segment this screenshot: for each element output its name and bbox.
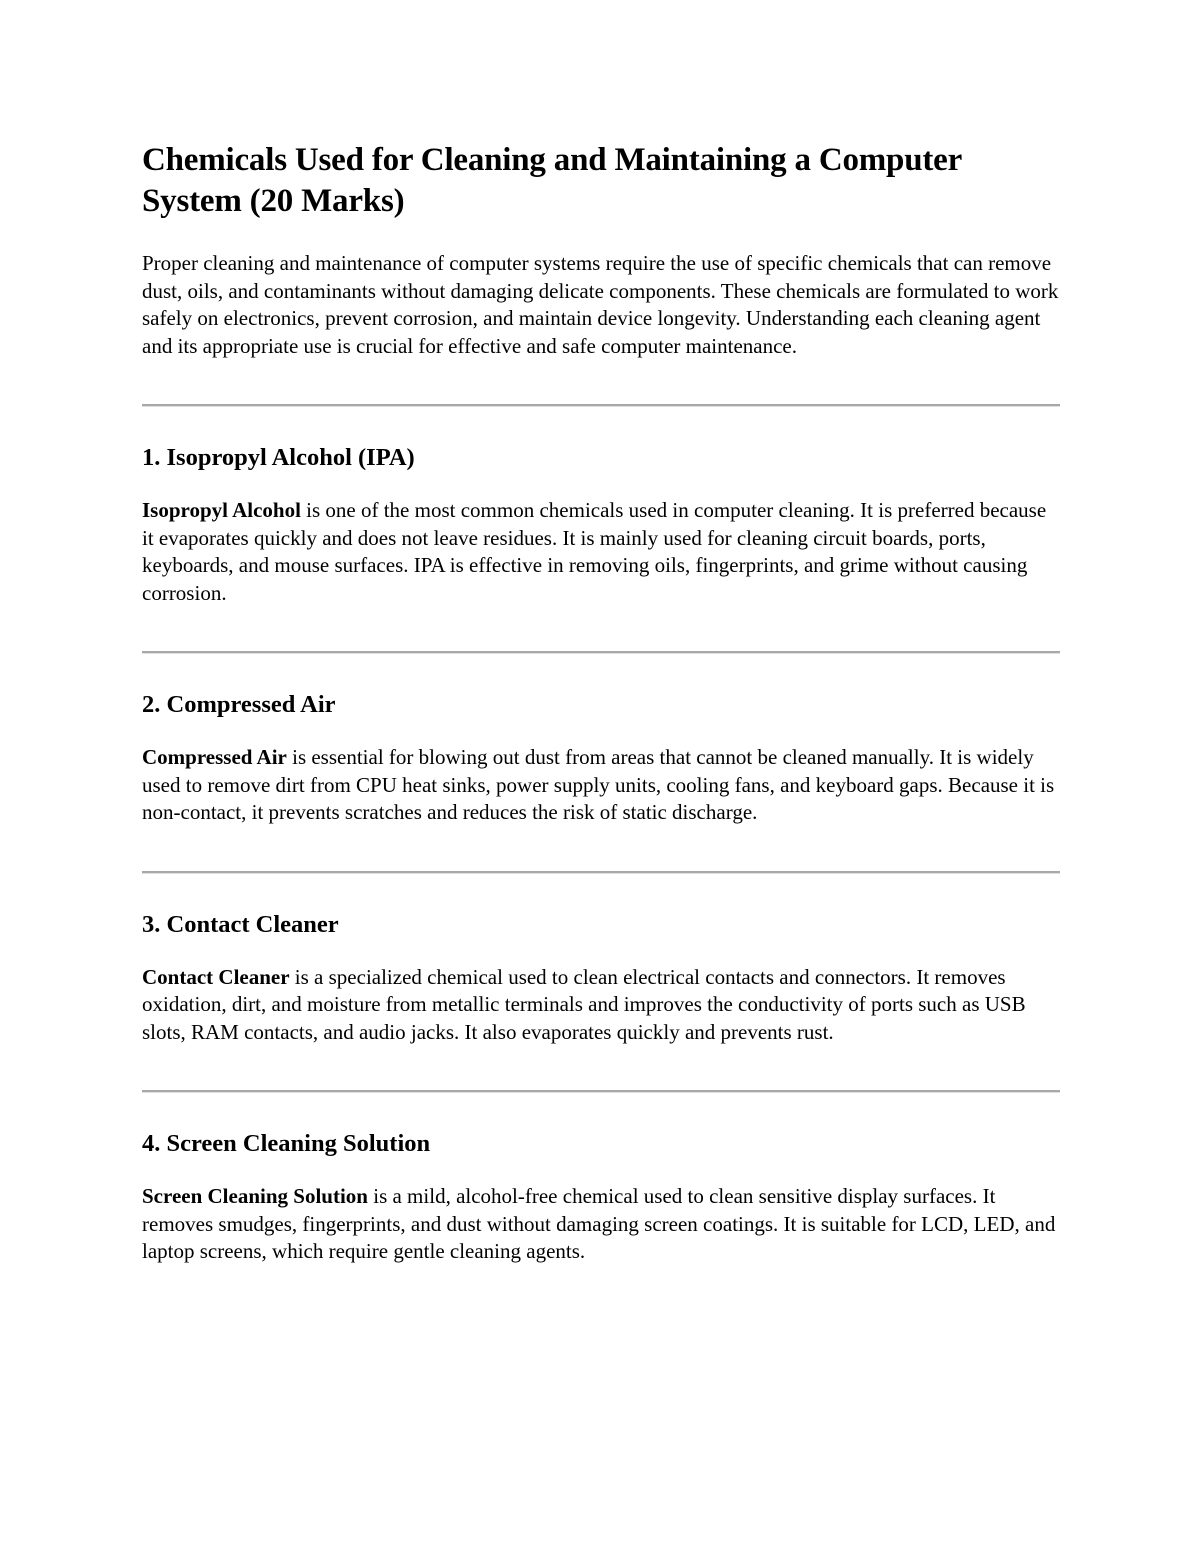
section-body: is essential for blowing out dust from areas that cannot be cleaned manually. It is widely used to remove dirt from CPU heat sinks, power supply units, cooling fans, and keyboard gaps. Because it is non-contact, it prevents scratches and reduces the risk of static discharge. [142, 745, 1055, 824]
section-paragraph [142, 497, 1060, 607]
section-paragraph [142, 1183, 1060, 1266]
section-paragraph [142, 964, 1060, 1047]
section-screen-cleaning-solution [142, 1093, 1060, 1266]
section-heading: 3. Contact Cleaner [142, 910, 339, 938]
section-term: Compressed Air [142, 745, 287, 769]
section-paragraph [142, 744, 1060, 827]
section-body: is one of the most common chemicals used in computer cleaning. It is preferred because it evaporates quickly and does not leave residues. It is mainly used for cleaning circuit boards, ports, keyboards, and mouse surfaces. IPA is effective in removing oils, fingerprints, and grime without causing corrosion. [142, 498, 1047, 605]
section-heading: 1. Isopropyl Alcohol (IPA) [142, 444, 415, 471]
section-term: Isopropyl Alcohol [142, 498, 301, 522]
section-body: is a mild, alcohol-free chemical used to clean sensitive display surfaces. It removes smudges, fingerprints, and dust without damaging screen coatings. It is suitable for LCD, LED, and laptop screens, which require gentle cleaning agents. [142, 1184, 1056, 1263]
section-contact-cleaner [142, 874, 1060, 1047]
document-page [142, 140, 1060, 1266]
section-isopropyl-alcohol [142, 407, 1060, 607]
section-term: Screen Cleaning Solution [142, 1184, 368, 1208]
section-term: Contact Cleaner [142, 964, 290, 989]
section-body: is a specialized chemical used to clean electrical contacts and connectors. It removes oxidation, dirt, and moisture from metallic terminals and improves the conductivity of ports such as USB slots, RAM contacts, and audio jacks. It also evaporates quickly and prevents rust. [142, 964, 1026, 1044]
section-compressed-air [142, 654, 1060, 827]
section-heading: 4. Screen Cleaning Solution [142, 1130, 431, 1157]
document-title: Chemicals Used for Cleaning and Maintaining a Computer System (20 Marks) [142, 142, 962, 219]
section-heading: 2. Compressed Air [142, 691, 336, 718]
intro-paragraph: Proper cleaning and maintenance of computer systems require the use of specific chemicals that can remove dust, oils, and contaminants without damaging delicate components. These chemicals are formulated to work safely on electronics, prevent corrosion, and maintain device longevity. Understanding each cleaning agent and its appropriate use is crucial for effective and safe computer maintenance. [142, 251, 1059, 358]
